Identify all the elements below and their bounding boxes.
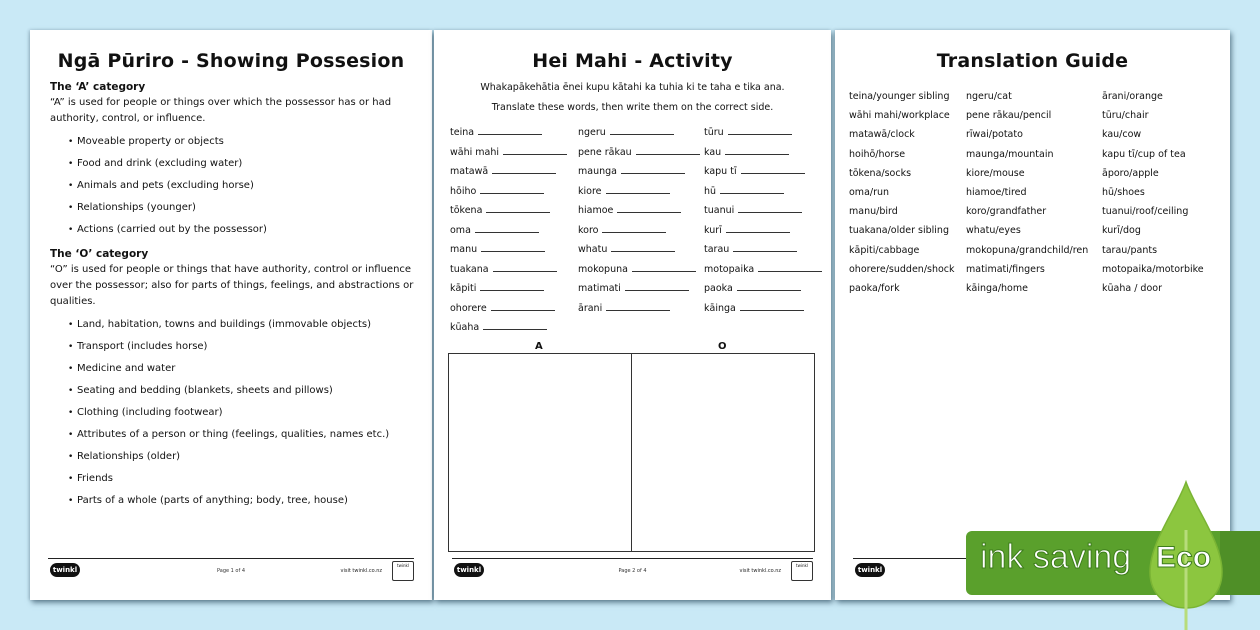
footer-divider [48, 558, 414, 559]
vocab-item [578, 244, 704, 255]
list-item: • Actions (carried out by the possessor) [68, 219, 418, 241]
list-item: • Transport (includes horse) [68, 336, 418, 358]
eco-banner-tail [1220, 531, 1260, 595]
answer-blank[interactable] [758, 271, 822, 272]
vocab-item [704, 147, 820, 158]
page-1-body [50, 80, 418, 512]
vocab-item [578, 186, 704, 197]
page-1-showing-possession [30, 30, 432, 600]
instruction-maori: Whakapākehātia ēnei kupu kātahi ka tuhia ki te taha e tika ana. [480, 82, 785, 93]
translation-item: tūru/chair [1102, 110, 1149, 122]
list-item: • Land, habitation, towns and buildings (immovable objects) [68, 314, 418, 336]
vocab-word: tōkena [450, 205, 483, 217]
vocab-item [704, 244, 820, 255]
translation-item: hiamoe/tired [966, 187, 1027, 199]
vocab-word: ngeru [578, 127, 606, 139]
visit-link: visit twinkl.co.nz [739, 568, 781, 574]
vocab-item [450, 205, 578, 216]
translation-item: maunga/mountain [966, 148, 1054, 160]
answer-blank[interactable] [480, 290, 544, 291]
list-item: • Relationships (older) [68, 446, 418, 468]
translation-item: koro/grandfather [966, 206, 1047, 218]
answer-blank[interactable] [475, 232, 539, 233]
footer-divider [452, 558, 813, 559]
eco-word: Eco [1156, 541, 1212, 574]
vocab-item [450, 244, 578, 255]
translation-item: kāpiti/cabbage [849, 244, 920, 256]
translation-item: matimati/fingers [966, 263, 1045, 275]
vocab-word: kapu tī [704, 166, 737, 178]
answer-blank[interactable] [602, 232, 666, 233]
vocab-row [450, 299, 820, 319]
vocabulary-grid [450, 123, 820, 338]
answer-blank[interactable] [621, 173, 685, 174]
translation-row [849, 145, 1224, 164]
answer-blank[interactable] [720, 193, 784, 194]
vocab-row [450, 221, 820, 241]
a-category-heading: The ‘A’ category [50, 81, 146, 93]
translation-item: motopaika/motorbike [1102, 263, 1204, 275]
vocab-item [450, 127, 578, 138]
vocab-item [704, 127, 820, 138]
vocab-row [450, 260, 820, 280]
o-category-description: “O” is used for people or things that have authority, control or influence over the possessor; also for parts of things, feelings, and abstractions or qualities. [50, 264, 414, 307]
translation-item: ohorere/sudden/shock [849, 263, 955, 275]
answer-blank[interactable] [492, 173, 556, 174]
vocab-item [704, 166, 820, 177]
answer-blank[interactable] [625, 290, 689, 291]
vocab-item [450, 186, 578, 197]
translation-grid [849, 87, 1224, 298]
vocab-item [704, 186, 820, 197]
vocab-word: tarau [704, 244, 730, 256]
vocab-word: wāhi mahi [450, 146, 500, 158]
vocab-item [450, 225, 578, 236]
vocab-item [704, 264, 820, 275]
column-a-header: A [535, 341, 543, 352]
a-category-description: “A” is used for people or things over which the possessor has or had authority, control, or influence. [50, 97, 392, 124]
quality-badge-icon: twinkl [392, 561, 414, 581]
vocab-item [578, 303, 704, 314]
list-item: • Animals and pets (excluding horse) [68, 175, 418, 197]
eco-label: ink saving [980, 538, 1132, 576]
vocab-item [450, 264, 578, 275]
vocab-word: whatu [578, 244, 608, 256]
translation-item: ngeru/cat [966, 91, 1012, 103]
vocab-word: tūru [704, 127, 724, 139]
vocab-word: kau [704, 146, 722, 158]
answer-blank[interactable] [733, 251, 797, 252]
vocab-item [578, 127, 704, 138]
translation-row [849, 164, 1224, 183]
answer-blank[interactable] [610, 134, 674, 135]
list-item: • Attributes of a person or thing (feelings, qualities, names etc.) [68, 424, 418, 446]
twinkl-logo: twinkl [50, 563, 80, 577]
list-item: • Seating and bedding (blankets, sheets and pillows) [68, 380, 418, 402]
vocab-item [704, 283, 820, 294]
answer-blank[interactable] [725, 154, 789, 155]
vocab-word: tuanui [704, 205, 735, 217]
answer-blank[interactable] [636, 154, 700, 155]
vocab-word: oma [450, 224, 471, 236]
translation-item: tarau/pants [1102, 244, 1158, 256]
vocab-row [450, 240, 820, 260]
answer-blank[interactable] [617, 212, 681, 213]
column-o-area[interactable] [631, 354, 814, 551]
list-item: • Moveable property or objects [68, 131, 418, 153]
translation-item: kiore/mouse [966, 167, 1025, 179]
vocab-item [450, 147, 578, 158]
vocab-item [578, 264, 704, 275]
translation-item: kūaha / door [1102, 282, 1162, 294]
translation-item: matawā/clock [849, 129, 915, 141]
vocab-word: tuakana [450, 263, 489, 275]
vocab-word: matimati [578, 283, 621, 295]
translation-item: tuakana/older sibling [849, 225, 949, 237]
translation-item: tuanui/roof/ceiling [1102, 206, 1189, 218]
list-item: • Medicine and water [68, 358, 418, 380]
vocab-item [578, 205, 704, 216]
vocab-word: mokopuna [578, 263, 628, 275]
answer-blank[interactable] [726, 232, 790, 233]
translation-item: kau/cow [1102, 129, 1142, 141]
vocab-word: kāpiti [450, 283, 477, 295]
list-item: • Relationships (younger) [68, 197, 418, 219]
translation-item: ārani/orange [1102, 91, 1163, 103]
page-number: Page 2 of 4 [618, 568, 647, 574]
vocab-word: teina [450, 127, 475, 139]
vocab-item [578, 225, 704, 236]
translation-item: kurī/dog [1102, 225, 1141, 237]
translation-item: manu/bird [849, 206, 898, 218]
answer-blank[interactable] [491, 310, 555, 311]
vocab-item [450, 303, 578, 314]
translation-item: teina/younger sibling [849, 91, 950, 103]
translation-row [849, 125, 1224, 144]
vocab-row [450, 162, 820, 182]
answer-blank[interactable] [606, 193, 670, 194]
vocab-item [578, 147, 704, 158]
vocab-item [450, 166, 578, 177]
twinkl-logo: twinkl [454, 563, 484, 577]
answer-blank[interactable] [632, 271, 696, 272]
vocab-item [578, 283, 704, 294]
translation-item: whatu/eyes [966, 225, 1021, 237]
vocab-item [450, 322, 578, 333]
page-2-activity [434, 30, 831, 600]
quality-badge-icon: twinkl [791, 561, 813, 581]
answer-blank[interactable] [741, 173, 805, 174]
vocab-row [450, 182, 820, 202]
vocab-word: kiore [578, 185, 602, 197]
vocab-word: kāinga [704, 302, 736, 314]
vocab-word: paoka [704, 283, 733, 295]
page-number: Page 1 of 4 [216, 568, 246, 574]
translation-item: paoka/fork [849, 282, 900, 294]
sorting-table [448, 353, 815, 552]
visit-link: visit twinkl.co.nz [340, 568, 382, 574]
answer-blank[interactable] [740, 310, 804, 311]
vocab-word: koro [578, 224, 599, 236]
vocab-word: hōiho [450, 185, 477, 197]
answer-blank[interactable] [737, 290, 801, 291]
answer-blank[interactable] [481, 251, 545, 252]
translation-item: rīwai/potato [966, 129, 1023, 141]
vocab-item [578, 166, 704, 177]
answer-blank[interactable] [486, 212, 550, 213]
list-item: • Food and drink (excluding water) [68, 153, 418, 175]
answer-blank[interactable] [483, 329, 547, 330]
footer-divider [853, 558, 973, 559]
vocab-word: ohorere [450, 302, 487, 314]
list-item: • Clothing (including footwear) [68, 402, 418, 424]
translation-row [849, 241, 1224, 260]
vocab-row [450, 143, 820, 163]
page-title: Translation Guide [936, 50, 1129, 72]
vocab-item [450, 283, 578, 294]
twinkl-logo: twinkl [855, 563, 885, 577]
vocab-word: kūaha [450, 322, 480, 334]
vocab-item [704, 225, 820, 236]
vocab-row [450, 279, 820, 299]
column-o-header: O [718, 341, 727, 352]
answer-blank[interactable] [493, 271, 557, 272]
translation-row [849, 183, 1224, 202]
vocab-word: maunga [578, 166, 617, 178]
translation-row [849, 221, 1224, 240]
translation-item: wāhi mahi/workplace [849, 110, 950, 122]
answer-blank[interactable] [728, 134, 792, 135]
vocab-word: matawā [450, 166, 489, 178]
translation-item: kapu tī/cup of tea [1102, 148, 1186, 160]
vocab-row [450, 201, 820, 221]
list-item: • Parts of a whole (parts of anything; body, tree, house) [68, 490, 418, 512]
vocab-word: hiamoe [578, 205, 614, 217]
vocab-word: motopaika [704, 263, 755, 275]
o-category-list [50, 314, 418, 512]
o-category-heading: The ‘O’ category [50, 248, 149, 260]
answer-blank[interactable] [738, 212, 802, 213]
translation-item: hoihō/horse [849, 148, 906, 160]
translation-row [849, 279, 1224, 298]
page-title: Ngā Pūriro - Showing Possesion [57, 50, 405, 72]
page-title: Hei Mahi - Activity [532, 50, 733, 72]
instruction-english: Translate these words, then write them on the correct side. [491, 102, 774, 113]
answer-blank[interactable] [606, 310, 670, 311]
translation-item: pene rākau/pencil [966, 110, 1052, 122]
translation-item: hū/shoes [1102, 187, 1145, 199]
vocab-row [450, 318, 820, 338]
answer-blank[interactable] [480, 193, 544, 194]
answer-blank[interactable] [611, 251, 675, 252]
translation-row [849, 87, 1224, 106]
vocab-row [450, 123, 820, 143]
translation-item: mokopuna/grandchild/ren [966, 244, 1089, 256]
translation-item: āporo/apple [1102, 167, 1159, 179]
vocab-word: ārani [578, 302, 603, 314]
vocab-word: hū [704, 185, 717, 197]
a-category-list [50, 131, 418, 241]
translation-item: tōkena/socks [849, 167, 912, 179]
vocab-item [704, 303, 820, 314]
list-item: • Friends [68, 468, 418, 490]
translation-row [849, 106, 1224, 125]
translation-row [849, 260, 1224, 279]
vocab-item [704, 205, 820, 216]
translation-item: kāinga/home [966, 282, 1028, 294]
vocab-word: manu [450, 244, 478, 256]
column-a-area[interactable] [449, 354, 631, 551]
vocab-word: pene rākau [578, 146, 632, 158]
vocab-word: kurī [704, 224, 722, 236]
translation-item: oma/run [849, 187, 890, 199]
translation-row [849, 202, 1224, 221]
answer-blank[interactable] [503, 154, 567, 155]
answer-blank[interactable] [478, 134, 542, 135]
